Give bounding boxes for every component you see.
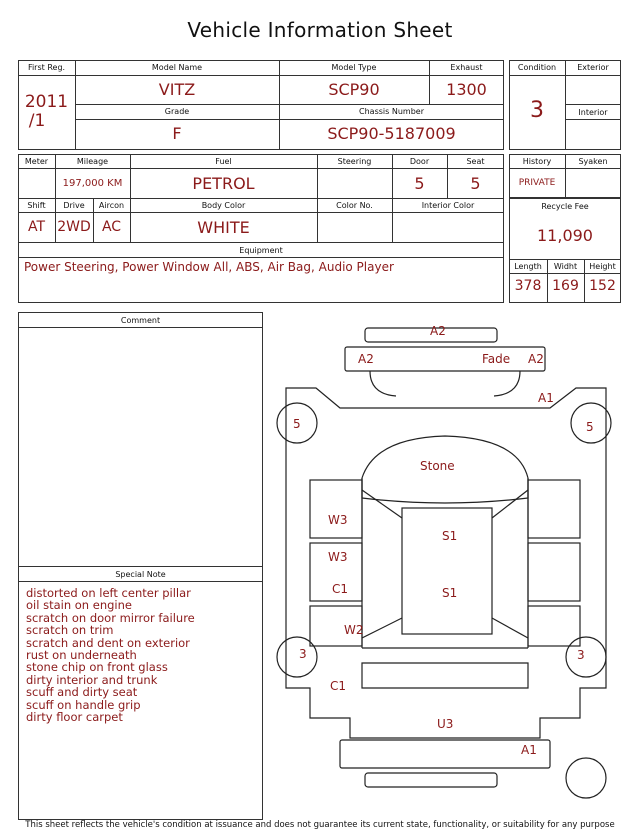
exhaust-value: 1300 [446,80,487,99]
recycle-label: Recycle Fee [541,202,589,211]
rear-panel-outline [340,740,550,768]
wheel-rear-right [566,637,606,677]
first-reg-month: /1 [28,111,46,131]
front-panel-outline [345,347,545,371]
drive-label: Drive [63,201,85,210]
exterior-label: Exterior [577,63,609,72]
special-note-item: scratch on door mirror failure [26,610,195,625]
mark-left-w2: W2 [344,623,364,637]
wheel-rear-left [277,637,317,677]
length-value: 378 [514,278,542,294]
length-label: Length [514,262,542,271]
special-note-item: stone chip on front glass [26,660,168,675]
right-front-door [528,480,580,538]
color-no-label: Color No. [336,201,373,210]
interior-color-label: Interior Color [421,201,475,210]
left-pillar-upper [362,490,402,518]
special-note-item: scratch and dent on exterior [26,635,190,650]
mark-left-c1-upper: C1 [332,582,349,596]
model-type-value: SCP90 [328,80,380,99]
mark-roof-s1-lower: S1 [442,586,458,600]
left-pillar-lower [362,618,402,638]
car-damage-diagram [270,318,630,818]
body-color-label: Body Color [201,201,246,210]
left-front-door [310,480,362,538]
body-color-value: WHITE [197,218,250,237]
mark-left-w3-upper: W3 [328,513,348,527]
chassis-label: Chassis Number [359,107,424,116]
special-note-item: rust on underneath [26,648,137,663]
mark-front-fade: Fade [482,352,511,366]
spare-wheel [566,758,606,798]
special-note-item: dirty floor carpet [26,710,123,725]
seat-label: Seat [466,157,485,166]
comment-label: Comment [120,316,161,325]
mileage-label: Mileage [76,157,109,166]
height-label: Height [589,262,616,271]
mark-wheel-rr: 3 [577,648,585,662]
model-name-value: VITZ [158,80,196,99]
grade-label: Grade [164,107,190,116]
fuel-label: Fuel [215,157,232,166]
door-value: 5 [414,174,425,193]
drive-value: 2WD [57,219,91,235]
mark-front-left-a2: A2 [358,352,374,366]
meter-label: Meter [24,157,49,166]
steering-label: Steering [337,157,372,166]
history-value: PRIVATE [518,178,556,188]
right-pillar-lower [492,618,528,638]
mark-right-a1: A1 [538,391,554,405]
special-note-label: Special Note [115,570,166,579]
equipment-label: Equipment [239,246,283,255]
mark-front-right-a2: A2 [528,352,544,366]
syaken-label: Syaken [578,157,608,166]
mark-top-a2: A2 [430,324,446,338]
seat-value: 5 [470,174,481,193]
special-notes-list [26,587,195,723]
mark-rear-a1: A1 [521,743,537,757]
door-label: Door [409,157,430,166]
mark-left-c1-lower: C1 [330,679,347,693]
shift-value: AT [27,219,46,235]
special-note-item: scuff and dirty seat [26,685,138,700]
mark-rear-u3: U3 [437,717,454,731]
mark-glass-stone: Stone [420,459,455,473]
history-label: History [522,157,552,166]
grade-value: F [172,124,182,143]
rear-bumper-outline [365,773,497,787]
condition-label: Condition [517,63,557,72]
right-pillar-upper [492,490,528,518]
width-value: 169 [552,278,579,294]
chassis-value: SCP90-5187009 [327,124,456,143]
sheet-title: Vehicle Information Sheet [187,18,453,42]
mark-wheel-fl: 5 [293,417,301,431]
mark-left-w3-lower: W3 [328,550,348,564]
aircon-value: AC [101,219,122,235]
condition-value: 3 [530,98,544,123]
exhaust-label: Exhaust [450,63,483,72]
model-name-label: Model Name [151,63,203,72]
first-reg-label: First Reg. [27,63,66,72]
interior-label: Interior [578,108,608,117]
front-right-fender-curve [494,371,520,396]
mileage-value: 197,000 KM [62,178,123,189]
front-glass-base [362,478,528,503]
mark-wheel-rl: 3 [299,647,307,661]
first-reg-year: 2011 [24,92,69,112]
disclaimer-footer: This sheet reflects the vehicle's condition at issuance and does not guarantee its current state, functionality, or suitability for any purpose [25,820,615,830]
mark-roof-s1-upper: S1 [442,529,458,543]
special-note-item: scuff on handle grip [26,697,141,712]
roof-outline [402,508,492,634]
aircon-label: Aircon [98,201,125,210]
rear-glass-outline [362,663,528,688]
height-value: 152 [589,278,616,294]
equipment-value: Power Steering, Power Window All, ABS, Air Bag, Audio Player [24,260,394,274]
special-note-item: oil stain on engine [26,598,132,613]
front-left-fender-curve [370,371,396,396]
right-rear-door [528,543,580,601]
mark-wheel-fr: 5 [586,420,594,434]
special-note-item: scratch on trim [26,623,114,638]
model-type-label: Model Type [331,63,377,72]
special-note-item: dirty interior and trunk [26,672,158,687]
recycle-value: 11,090 [537,226,593,245]
width-label: Widht [553,262,578,271]
right-quarter [528,606,580,646]
special-note-item: distorted on left center pillar [26,586,191,600]
fuel-value: PETROL [192,174,255,193]
shift-label: Shift [27,201,46,210]
